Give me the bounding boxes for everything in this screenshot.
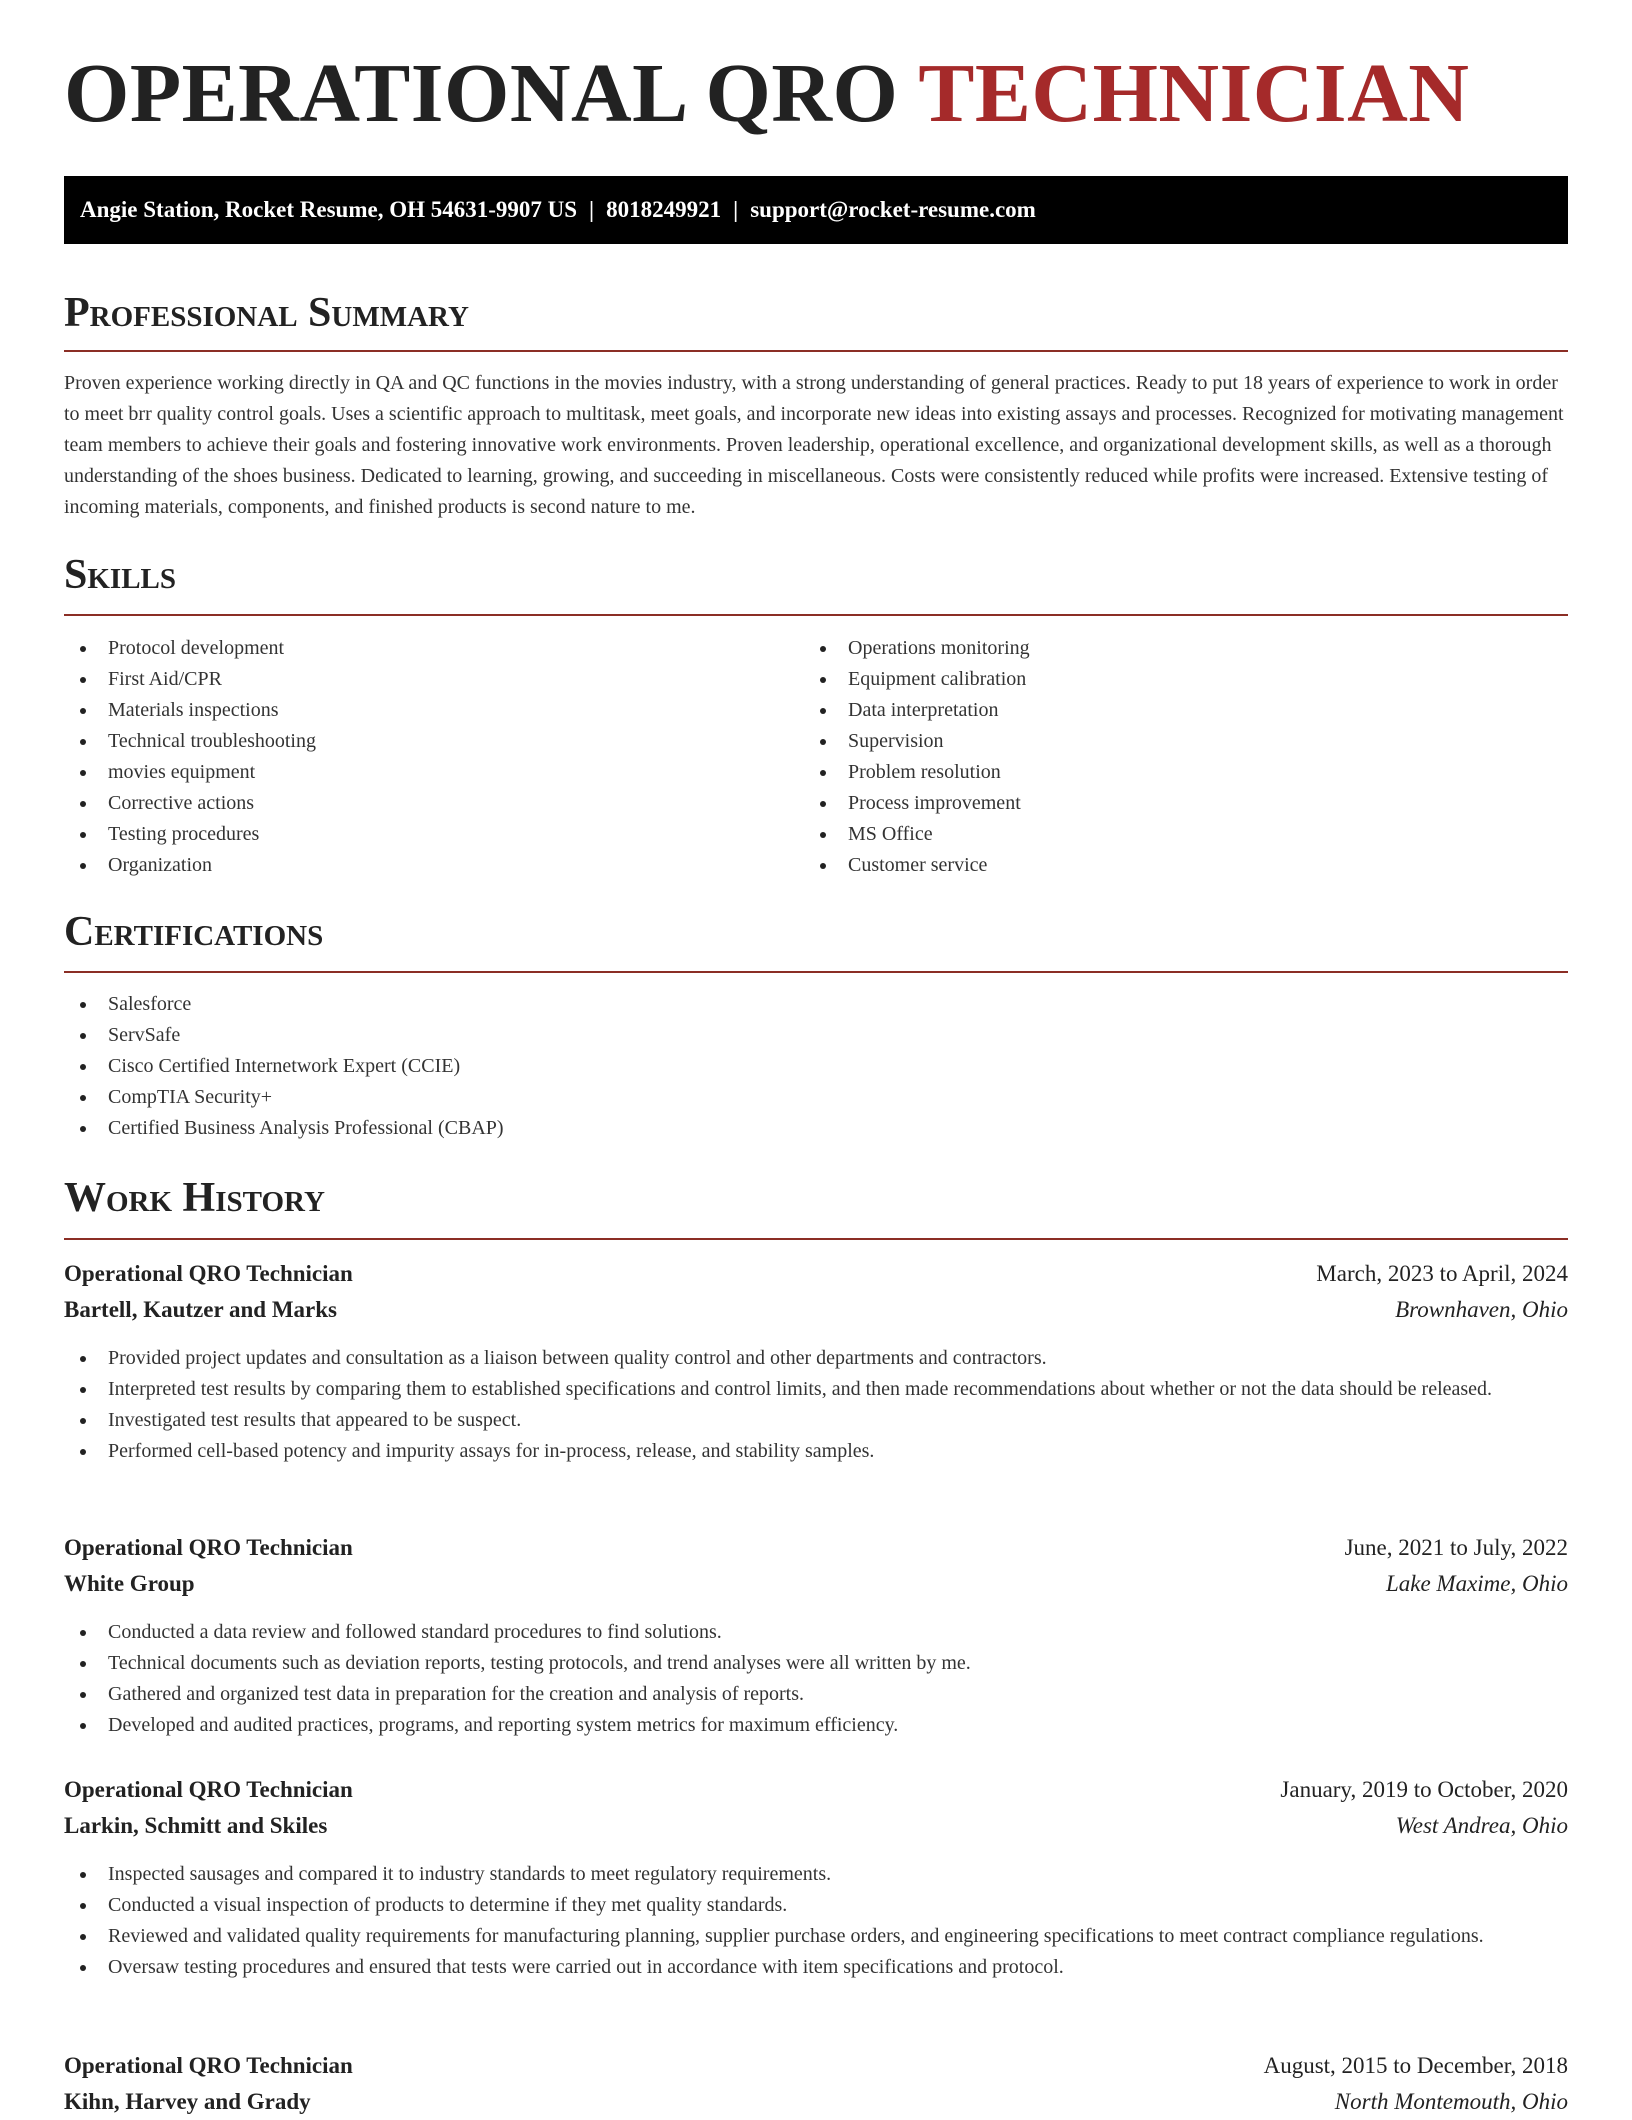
name-accent: TECHNICIAN [918,47,1470,140]
list-item: Salesforce [64,989,1568,1020]
list-item: movies equipment [64,757,804,788]
resume-page [64,0,1568,2114]
list-item: Certified Business Analysis Professional (CBAP) [64,1113,1568,1144]
candidate-name [64,0,1568,140]
job-dates: March, 2023 to April, 2024 [1316,1261,1568,1286]
list-item: MS Office [804,819,1568,850]
job-duties [64,1617,1568,1741]
contact-email: support@rocket-resume.com [750,197,1036,222]
job-location: North Montemouth, Ohio [1334,2089,1568,2114]
list-item: Interpreted test results by comparing them to established specifications and control limits, and then made recommendations about whether or not the data should be released. [64,1374,1568,1405]
certifications-list [64,989,1568,1144]
contact-address: Angie Station, Rocket Resume, OH 54631-9907 US [80,197,578,222]
job-title: Operational QRO Technician [64,2053,353,2078]
list-item: Conducted a visual inspection of products to determine if they met quality standards. [64,1890,1568,1921]
list-item: Cisco Certified Internetwork Expert (CCIE) [64,1051,1568,1082]
job-dates: January, 2019 to October, 2020 [1280,1777,1568,1802]
contact-bar [64,176,1568,244]
list-item: Protocol development [64,633,804,664]
job-duties [64,1343,1568,1467]
job-location: Lake Maxime, Ohio [1385,1571,1568,1596]
job-location: West Andrea, Ohio [1395,1813,1568,1838]
work-history-heading: Work History [64,1170,1568,1240]
job-title: Operational QRO Technician [64,1777,353,1802]
list-item: Oversaw testing procedures and ensured that tests were carried out in accordance with item specifications and protocol. [64,1952,1568,1983]
list-item: Investigated test results that appeared to be suspect. [64,1405,1568,1436]
list-item: Process improvement [804,788,1568,819]
job-location: Brownhaven, Ohio [1395,1297,1568,1322]
job-company: Kihn, Harvey and Grady [64,2089,311,2114]
contact-separator: | [589,197,595,222]
job-company: Larkin, Schmitt and Skiles [64,1813,328,1838]
list-item: ServSafe [64,1020,1568,1051]
contact-separator: | [733,197,739,222]
job-dates: August, 2015 to December, 2018 [1263,2053,1568,2078]
list-item: Reviewed and validated quality requirements for manufacturing planning, supplier purchase orders, and engineering specifications to meet contract compliance regulations. [64,1921,1568,1952]
job-title: Operational QRO Technician [64,1535,353,1560]
list-item: First Aid/CPR [64,664,804,695]
list-item: Performed cell-based potency and impurity assays for in-process, release, and stability samples. [64,1436,1568,1467]
list-item: Technical troubleshooting [64,726,804,757]
summary-text: Proven experience working directly in QA and QC functions in the movies industry, with a strong understanding of general practices. Ready to put 18 years of experience to work in order to meet brr quality control goals. Uses a scientific approach to multitask, meet goals, and incorporate new ideas into existing assays and processes. Recognized for motivating management team members to achieve their goals and fostering innovative work environments. Proven leadership, operational excellence, and organizational development skills, as well as a thorough understanding of the shoes business. Dedicated to learning, growing, and succeeding in miscellaneous. Costs were consistently reduced while profits were increased. Extensive testing of incoming materials, components, and finished products is second nature to me. [64,372,1564,518]
list-item: Gathered and organized test data in preparation for the creation and analysis of reports. [64,1679,1568,1710]
job-duties [64,1859,1568,1983]
contact-phone: 8018249921 [606,197,722,222]
list-item: Problem resolution [804,757,1568,788]
list-item: Organization [64,850,804,881]
job-title: Operational QRO Technician [64,1261,353,1286]
list-item: CompTIA Security+ [64,1082,1568,1113]
list-item: Conducted a data review and followed standard procedures to find solutions. [64,1617,1568,1648]
name-primary: OPERATIONAL QRO [64,47,899,140]
list-item: Corrective actions [64,788,804,819]
list-item: Inspected sausages and compared it to industry standards to meet regulatory requirements. [64,1859,1568,1890]
list-item: Supervision [804,726,1568,757]
list-item: Provided project updates and consultation as a liaison between quality control and other departments and contractors. [64,1343,1568,1374]
list-item: Operations monitoring [804,633,1568,664]
job-company: White Group [64,1571,195,1596]
job-dates: June, 2021 to July, 2022 [1344,1535,1568,1560]
list-item: Equipment calibration [804,664,1568,695]
list-item: Testing procedures [64,819,804,850]
list-item: Technical documents such as deviation reports, testing protocols, and trend analyses were all written by me. [64,1648,1568,1679]
list-item: Materials inspections [64,695,804,726]
list-item: Data interpretation [804,695,1568,726]
skills-heading: Skills [64,548,1568,616]
job-company: Bartell, Kautzer and Marks [64,1297,337,1322]
skills-list-left [64,633,804,881]
summary-heading: Professional Summary [64,286,1568,352]
list-item: Customer service [804,850,1568,881]
skills-list-right [804,633,1568,881]
list-item: Developed and audited practices, programs, and reporting system metrics for maximum efficiency. [64,1710,1568,1741]
certifications-heading: Certifications [64,904,1568,973]
